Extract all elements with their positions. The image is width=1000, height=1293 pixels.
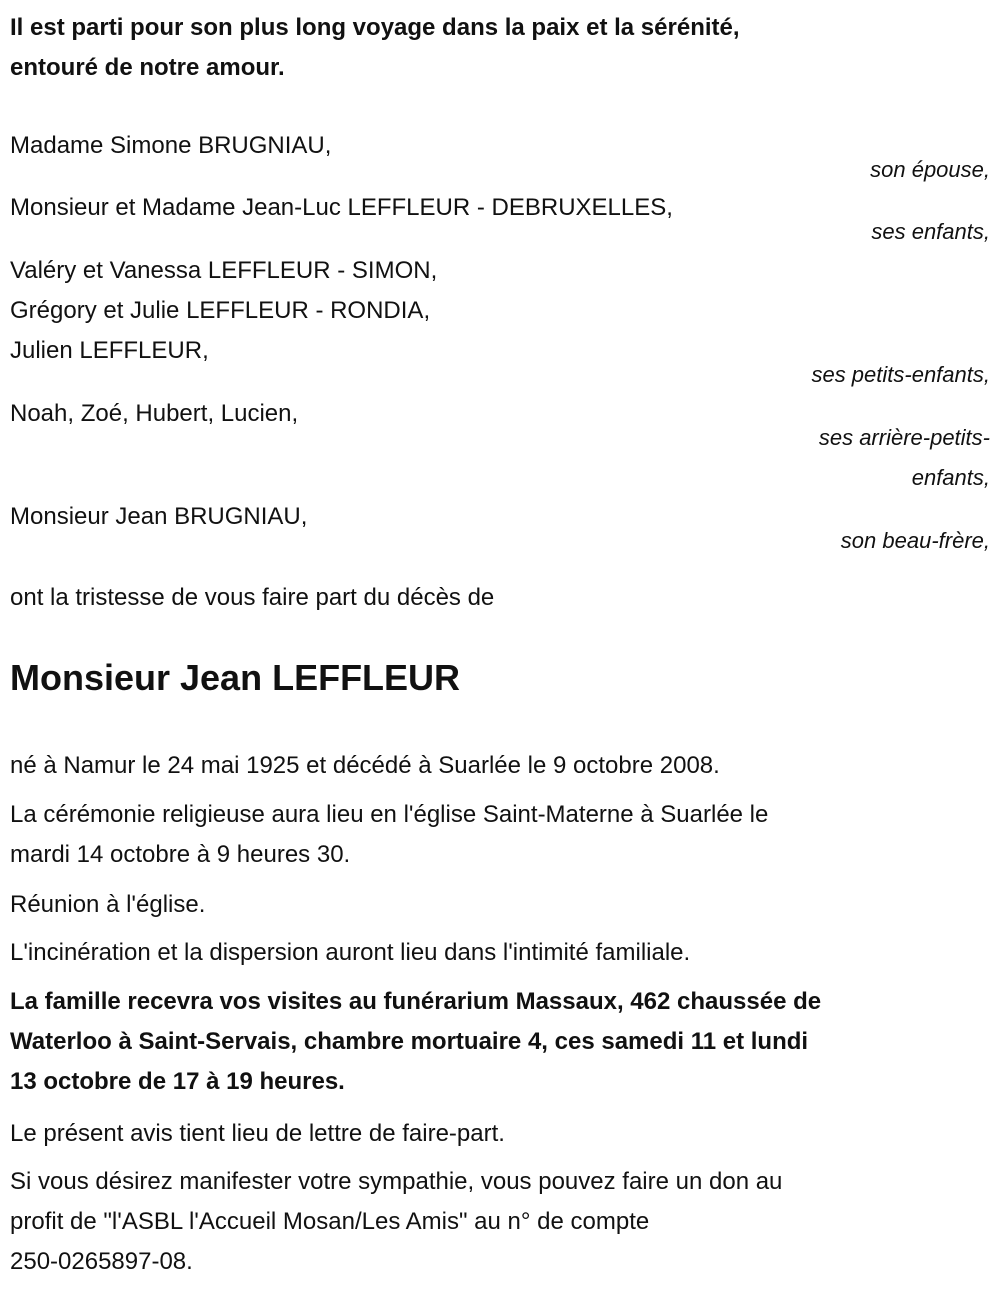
family-relation: ses petits-enfants, bbox=[811, 362, 990, 387]
family-name: Grégory et Julie LEFFLEUR - RONDIA, bbox=[10, 297, 431, 324]
family-relation: son beau-frère, bbox=[840, 528, 990, 553]
donation-line: 250-0265897-08. bbox=[10, 1248, 193, 1275]
cremation: L'incinération et la dispersion auront lieu dans l'intimité familiale. bbox=[10, 939, 691, 966]
birth-death: né à Namur le 24 mai 1925 et décédé à Suarlée le 9 octobre 2008. bbox=[10, 752, 720, 779]
family-name: Valéry et Vanessa LEFFLEUR - SIMON, bbox=[10, 257, 438, 284]
visits-line: La famille recevra vos visites au funérarium Massaux, 462 chaussée de bbox=[10, 988, 822, 1015]
family-relation: ses arrière-petits- bbox=[818, 425, 990, 450]
family-name: Madame Simone BRUGNIAU, bbox=[10, 132, 332, 159]
meeting: Réunion à l'église. bbox=[10, 891, 206, 918]
visits-line: 13 octobre de 17 à 19 heures. bbox=[10, 1068, 345, 1095]
intro-line: Il est parti pour son plus long voyage dans la paix et la sérénité, bbox=[10, 14, 740, 41]
ceremony-line: La cérémonie religieuse aura lieu en l'église Saint-Materne à Suarlée le bbox=[10, 801, 769, 828]
visits-line: Waterloo à Saint-Servais, chambre mortuaire 4, ces samedi 11 et lundi bbox=[10, 1028, 809, 1055]
donation-line: profit de "l'ASBL l'Accueil Mosan/Les Amis" au n° de compte bbox=[10, 1208, 650, 1235]
family-relation: enfants, bbox=[911, 465, 990, 490]
ceremony-line: mardi 14 octobre à 9 heures 30. bbox=[10, 841, 351, 868]
announcement: ont la tristesse de vous faire part du décès de bbox=[10, 584, 495, 611]
donation-line: Si vous désirez manifester votre sympathie, vous pouvez faire un don au bbox=[10, 1168, 783, 1195]
notice: Le présent avis tient lieu de lettre de faire-part. bbox=[10, 1120, 505, 1147]
family-name: Monsieur et Madame Jean-Luc LEFFLEUR - DEBRUXELLES, bbox=[10, 194, 673, 221]
family-name: Monsieur Jean BRUGNIAU, bbox=[10, 503, 308, 530]
deceased-name: Monsieur Jean LEFFLEUR bbox=[10, 657, 461, 698]
family-relation: ses enfants, bbox=[871, 219, 990, 244]
family-relation: son épouse, bbox=[870, 157, 990, 182]
intro-line: entouré de notre amour. bbox=[10, 54, 285, 81]
family-name: Noah, Zoé, Hubert, Lucien, bbox=[10, 400, 299, 427]
family-name: Julien LEFFLEUR, bbox=[10, 337, 209, 364]
